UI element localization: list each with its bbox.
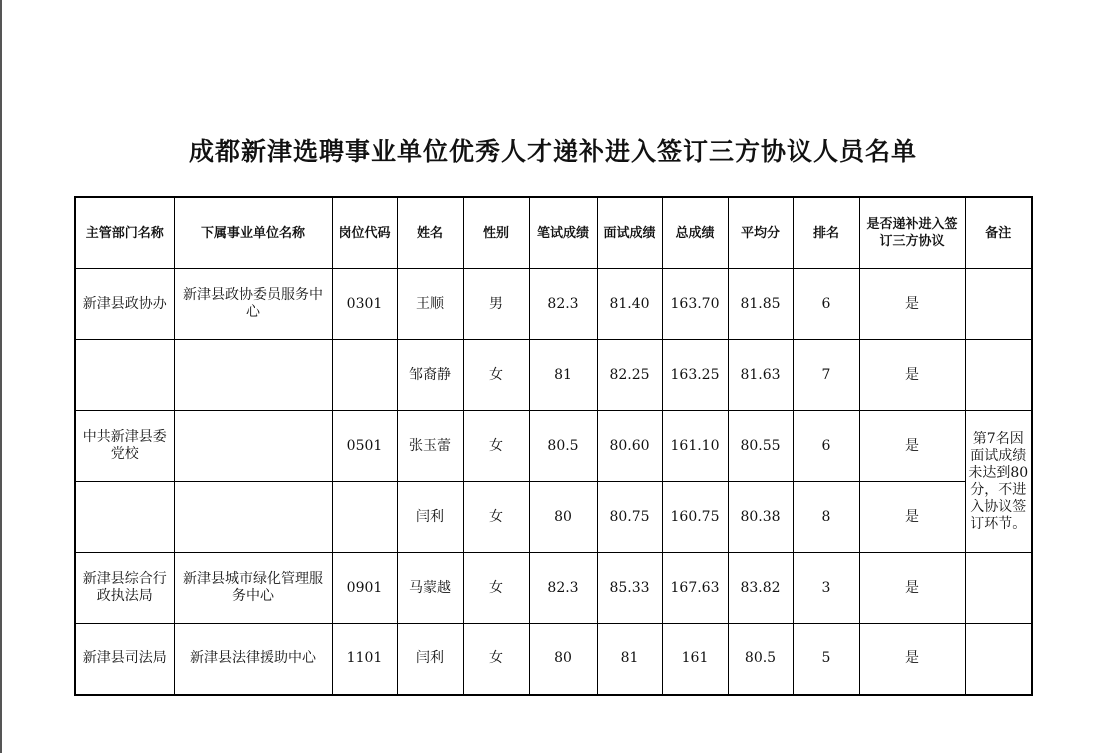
cell-avg: 80.38: [728, 482, 793, 553]
cell-avg: 80.5: [728, 624, 793, 695]
header-rank: 排名: [793, 197, 859, 269]
cell-code: 0301: [332, 269, 397, 340]
cell-code: [332, 482, 397, 553]
cell-rank: 6: [793, 411, 859, 482]
cell-code: 0901: [332, 553, 397, 624]
cell-remark: [965, 269, 1032, 340]
cell-name: 张玉蕾: [397, 411, 463, 482]
cell-replenish: 是: [859, 411, 965, 482]
cell-total: 163.70: [662, 269, 728, 340]
cell-name: 马蒙越: [397, 553, 463, 624]
table-row: [75, 269, 1032, 340]
header-written: 笔试成绩: [529, 197, 597, 269]
cell-dept: 新津县综合行政执法局: [75, 553, 174, 624]
cell-rank: 5: [793, 624, 859, 695]
header-code: 岗位代码: [332, 197, 397, 269]
header-unit: 下属事业单位名称: [174, 197, 332, 269]
cell-unit: [174, 411, 332, 482]
cell-gender: 女: [463, 340, 529, 411]
cell-remark-party-school: 第7名因面试成绩未达到80分，不进入协议签订环节。: [965, 411, 1032, 553]
cell-code: 1101: [332, 624, 397, 695]
cell-rank: 7: [793, 340, 859, 411]
cell-written: 80: [529, 482, 597, 553]
cell-total: 161: [662, 624, 728, 695]
table-row: [75, 340, 1032, 411]
cell-replenish: 是: [859, 624, 965, 695]
cell-unit: [174, 482, 332, 553]
cell-written: 80.5: [529, 411, 597, 482]
roster-table: [74, 196, 1033, 696]
cell-interview: 81.40: [597, 269, 662, 340]
header-dept: 主管部门名称: [75, 197, 174, 269]
cell-unit: 新津县法律援助中心: [174, 624, 332, 695]
header-avg: 平均分: [728, 197, 793, 269]
cell-dept: 新津县司法局: [75, 624, 174, 695]
cell-interview: 85.33: [597, 553, 662, 624]
cell-replenish: 是: [859, 269, 965, 340]
page-left-edge: [0, 0, 2, 753]
cell-rank: 8: [793, 482, 859, 553]
header-name: 姓名: [397, 197, 463, 269]
cell-replenish: 是: [859, 340, 965, 411]
cell-unit: 新津县城市绿化管理服务中心: [174, 553, 332, 624]
header-replenish: 是否递补进入签订三方协议: [859, 197, 965, 269]
cell-unit: [174, 340, 332, 411]
table-row: [75, 624, 1032, 695]
cell-avg: 80.55: [728, 411, 793, 482]
header-remark: 备注: [965, 197, 1032, 269]
cell-remark: [965, 553, 1032, 624]
cell-dept: [75, 340, 174, 411]
cell-name: 闫利: [397, 624, 463, 695]
cell-code: 0501: [332, 411, 397, 482]
cell-gender: 女: [463, 411, 529, 482]
cell-gender: 女: [463, 553, 529, 624]
cell-total: 161.10: [662, 411, 728, 482]
cell-name: 王顺: [397, 269, 463, 340]
cell-interview: 81: [597, 624, 662, 695]
cell-written: 82.3: [529, 269, 597, 340]
cell-gender: 女: [463, 482, 529, 553]
cell-name: 邹裔静: [397, 340, 463, 411]
cell-rank: 6: [793, 269, 859, 340]
header-interview: 面试成绩: [597, 197, 662, 269]
table-row: [75, 553, 1032, 624]
cell-dept: 新津县政协办: [75, 269, 174, 340]
cell-gender: 女: [463, 624, 529, 695]
cell-written: 81: [529, 340, 597, 411]
cell-written: 82.3: [529, 553, 597, 624]
header-total: 总成绩: [662, 197, 728, 269]
cell-total: 160.75: [662, 482, 728, 553]
cell-written: 80: [529, 624, 597, 695]
cell-total: 163.25: [662, 340, 728, 411]
table-row: [75, 482, 1032, 553]
cell-total: 167.63: [662, 553, 728, 624]
cell-avg: 81.85: [728, 269, 793, 340]
cell-dept: 中共新津县委党校: [75, 411, 174, 482]
cell-dept: [75, 482, 174, 553]
cell-remark: [965, 624, 1032, 695]
cell-interview: 80.60: [597, 411, 662, 482]
cell-replenish: 是: [859, 482, 965, 553]
table-row: [75, 411, 1032, 482]
cell-code: [332, 340, 397, 411]
header-row: [75, 197, 1032, 269]
cell-name: 闫利: [397, 482, 463, 553]
cell-rank: 3: [793, 553, 859, 624]
cell-interview: 80.75: [597, 482, 662, 553]
cell-replenish: 是: [859, 553, 965, 624]
cell-interview: 82.25: [597, 340, 662, 411]
cell-avg: 81.63: [728, 340, 793, 411]
cell-remark: [965, 340, 1032, 411]
cell-gender: 男: [463, 269, 529, 340]
cell-unit: 新津县政协委员服务中心: [174, 269, 332, 340]
page-title: 成都新津选聘事业单位优秀人才递补进入签订三方协议人员名单: [188, 137, 917, 166]
cell-avg: 83.82: [728, 553, 793, 624]
header-gender: 性别: [463, 197, 529, 269]
